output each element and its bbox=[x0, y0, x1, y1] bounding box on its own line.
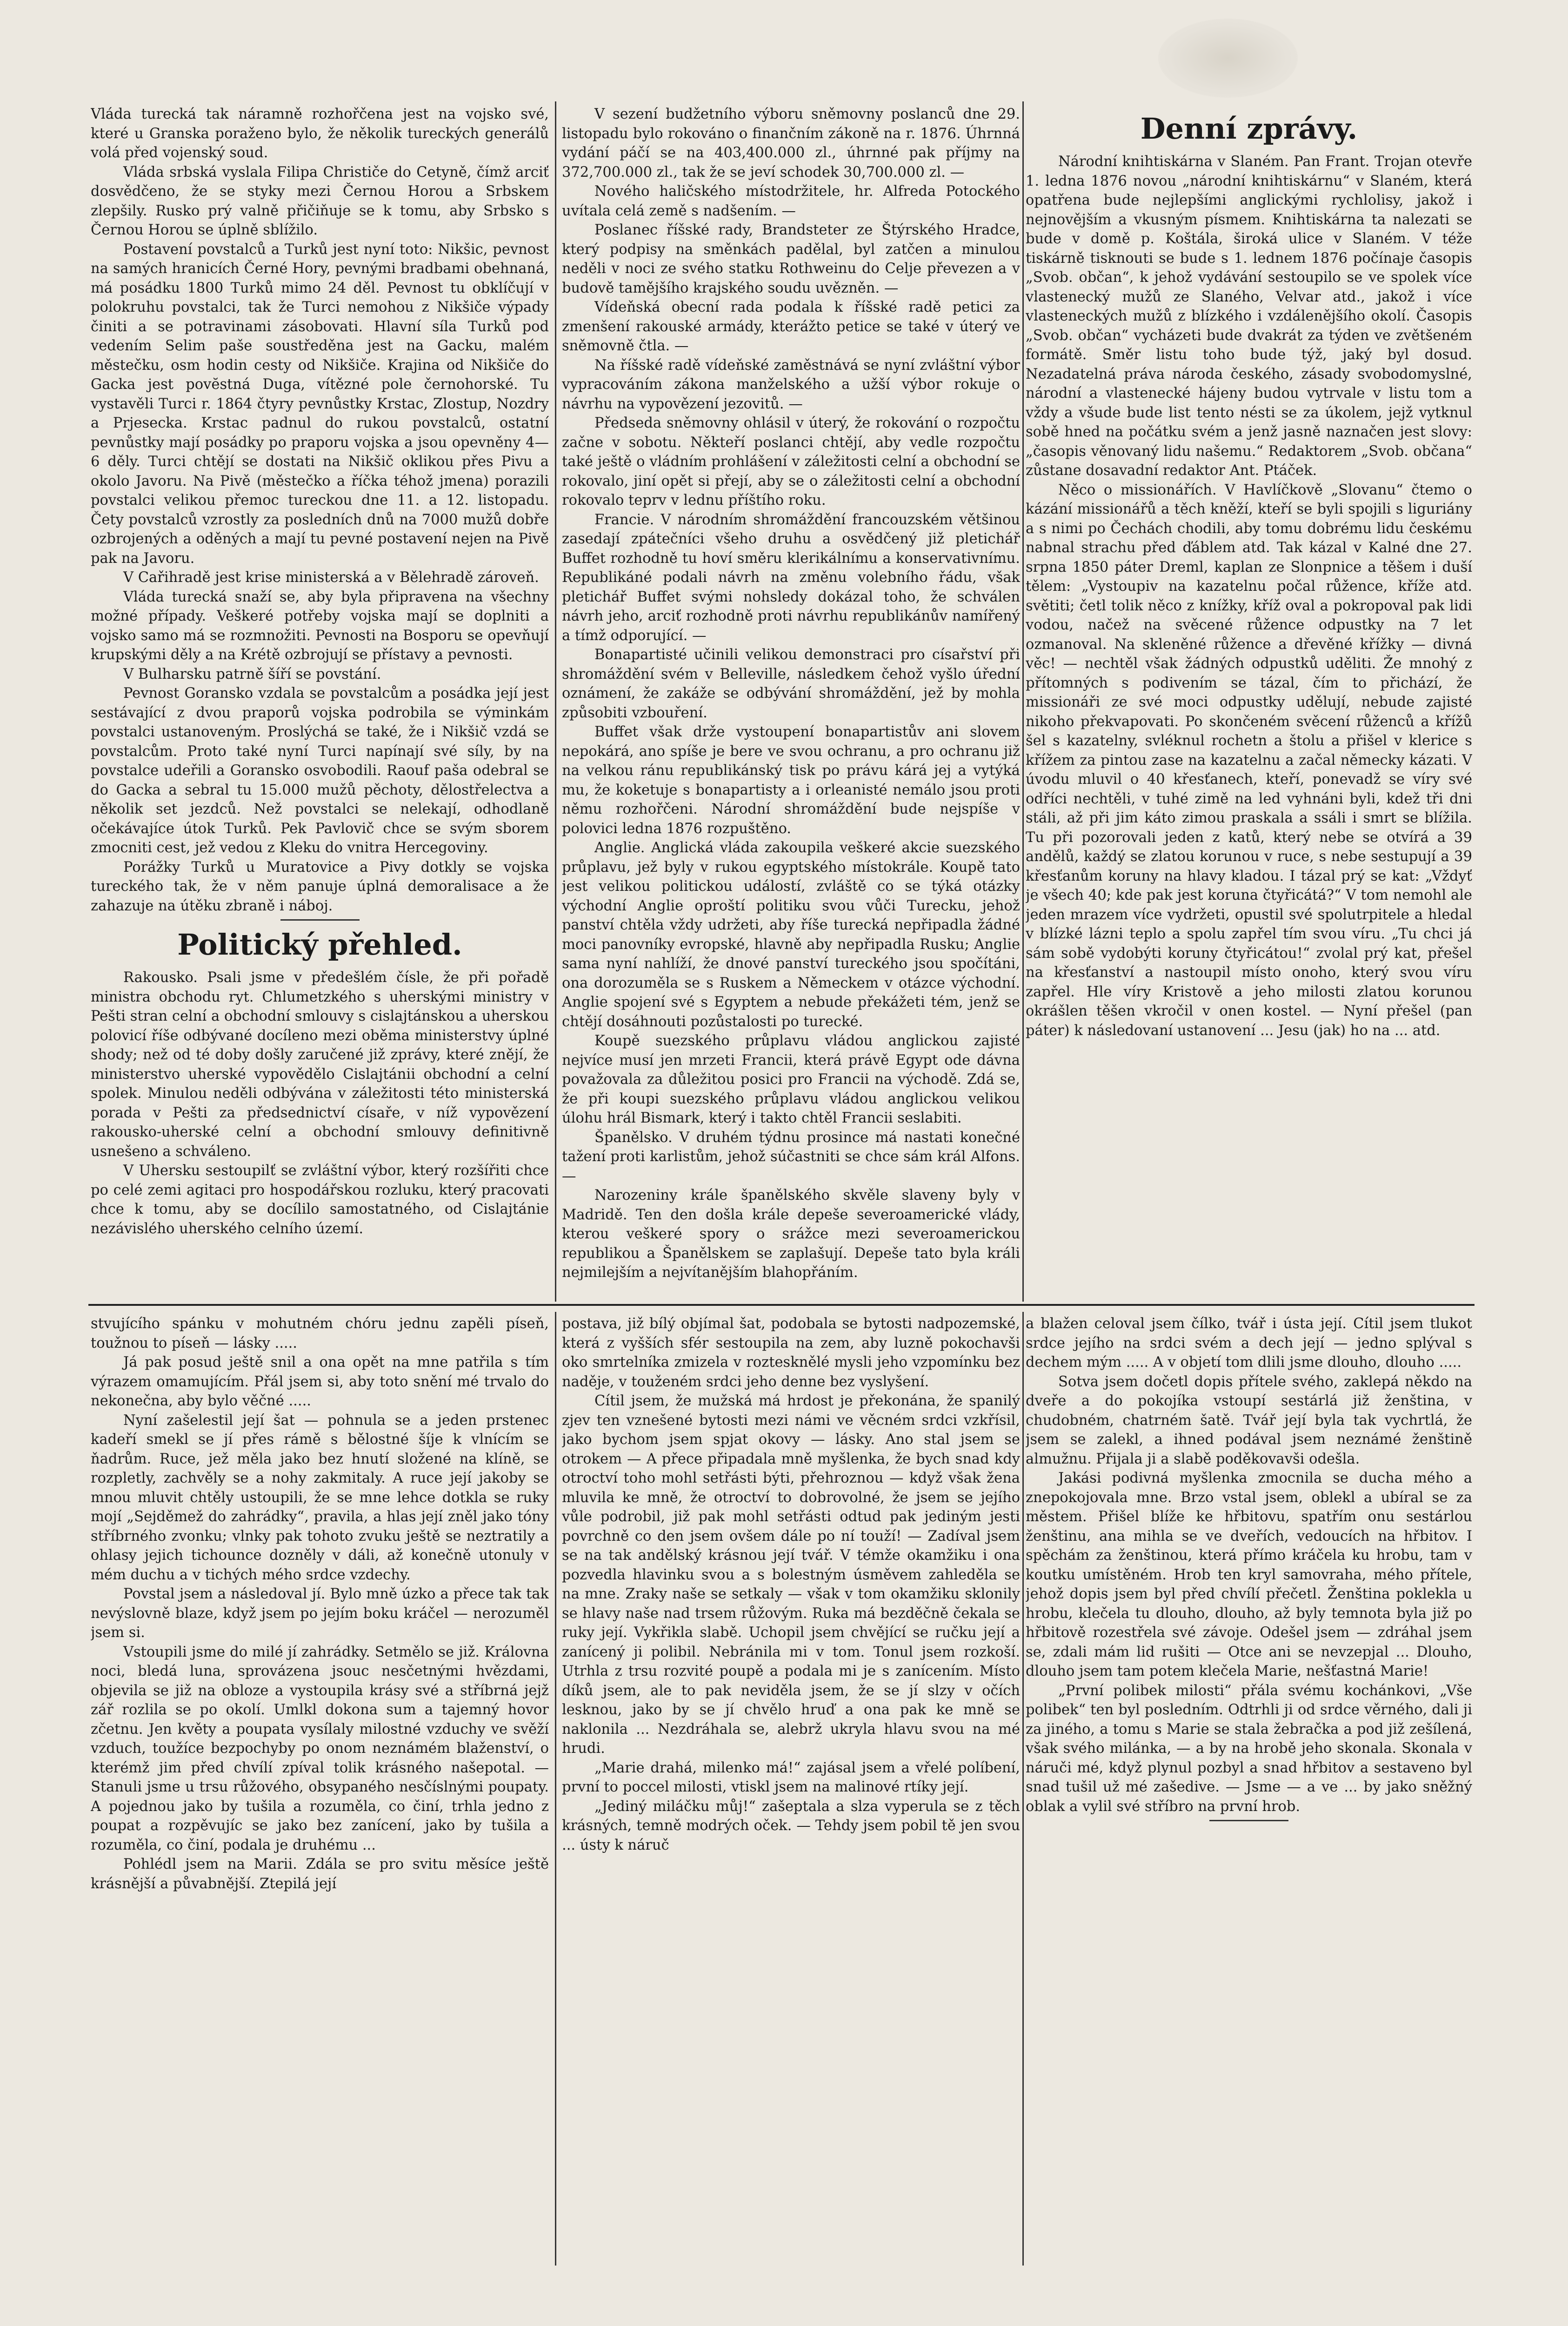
column-rule-1 bbox=[555, 101, 556, 1302]
column-3-news bbox=[1026, 105, 1472, 1296]
paragraph: Předseda sněmovny ohlásil v úterý, že rokování o rozpočtu začne v sobotu. Někteří poslanci chtějí, aby vedle rozpočtu také ještě o vládním prohlášení v záležitosti celní a obchodní se rokovalo, jiní opět si přejí, aby se o záležitosti celní a obchodní rokovalo teprv v lednu příštího roku. bbox=[562, 415, 1020, 508]
column-rule-2 bbox=[1022, 101, 1024, 1302]
paragraph: Narozeniny krále španělského skvěle slaveny byly v Madridě. Ten den došla krále depeše severoamerické vlády, kterou veškeré spory o srážce mezi severoamerickou republikou a Španělskem se zaplašují. Depeše tato byla králi nejmilejším a nejvítanějším blahopřáním. bbox=[562, 1187, 1020, 1281]
paragraph: Národní knihtiskárna v Slaném. Pan Frant. Trojan otevře 1. ledna 1876 novou „národní knihtiskárnu“ v Slaném, která opatřena bude nejlepšími anglickými rychlolisy, jakož i nejnovějším a vkusným písmem. Knihtiskárna ta nalezati se bude v domě p. Koštála, široká ulice v Slaném. V téže tiskárně tisknouti se bude s 1. lednem 1876 počínaje časopis „Svob. občan“, k jehož vydávání sestoupilo se ve spolek více vlastenecký mužů ze Slaného, Velvar atd., jakož i více vlasteneckých mužů z blízkého i vzdálenějšího okolí. Časopis „Svob. občan“ vycházeti bude dvakrát za týden ve zvětšeném formátě. Směr listu toho bude týž, jaký byl dosud. Nezadatelná práva národa českého, zásady svobodomyslné, národní a vlastenecké hájeny budou vytrvale v listu tom a vždy a všude bude list tento nésti se za úkolem, jejž vytknul sobě hned na počátku svém a jenž jasně naznačen jest slovy: „časopis věnovaný lidu našemu.“ Redaktorem „Svob. občana“ zůstane dosavadní redaktor Ant. Ptáček. bbox=[1026, 154, 1472, 479]
paragraph: postava, již bílý objímal šat, podobala se bytosti nadpozemské, která z vyšších sfér sestoupila na zem, aby luzně pokochavši oko smrtelníka zmizela v roztesknělé mysli jeho vzpomínku bez naděje, v touženém srdci jeho denne bez vyslyšení. bbox=[562, 1316, 1020, 1390]
section-rule bbox=[280, 919, 360, 921]
feuilleton-column-2 bbox=[562, 1314, 1020, 2263]
paragraph: Anglie. Anglická vláda zakoupila veškeré akcie suezského průplavu, jež byly v rukou egyptského místokrále. Koupě tato jest velikou politickou událostí, zvláště co se týká otázky východní Anglie oproští politiku svou vůči Turecku, jehož panství chtěla vždy udržeti, aby říše turecká nepřipadla žádné moci panovníky evropské, hlavně aby nepřipadla Rusku; Anglie sama nyní nahlíží, že dnové panství tureckého jsou spočítáni, ona dorozuměla se s Ruskem a Německem v otázce východní. Anglie spojení své s Egyptem a nebude překážeti tém, jenž se chtějí dosáhnouti pozůstalosti po turecké. bbox=[562, 840, 1020, 1030]
paragraph: Já pak posud ještě snil a ona opět na mne patřila s tím výrazem omamujícím. Přál jsem si, aby toto snění mé trvalo do nekonečna, aby bylo věčné ..... bbox=[91, 1354, 549, 1409]
paragraph: Nového haličského místodržitele, hr. Alfreda Potockého uvítala celá země s nadšením. — bbox=[562, 183, 1020, 219]
paragraph: Na říšské radě vídeňské zaměstnává se nyní zvláštní výbor vypracováním zákona manželského a užší výbor rokuje o návrhu na vypovězení jezovitů. — bbox=[562, 357, 1020, 412]
paragraph: Cítil jsem, že mužská má hrdost je překonána, že spanilý zjev ten vznešené bytosti mezi námi ve věcném srdci vzkřísil, jako bychom jsem spjat okovy — lásky. Ano stal jsem se otrokem — A přece připadala mně myšlenka, že bych snad kdy otroctví toho mohl setřásti býti, přehroznou — když však žena mluvila ke mně, že otroctví to dobrovolné, že jsem se jejího vůle podrobil, již pak mohl setřásti odtud pak jediným jesti povrchně co den jsem ovšem dále po ní touží! — Zadíval jsem se na tak andělský krásnou její tvář. V témže okamžiku i ona pozvedla hlavinku svou a s bolestným úsměvem zahleděla se na mne. Zraky naše se setkaly — však v tom okamžiku sklonily se hlavy naše nad trsem růžovým. Ruka má bezděčně čekala se ruky její. Vykřikla slabě. Uchopil jsem chvějící se ručku její a zanícený ji polibil. Nebránila mi v tom. Tonul jsem rozkoší. Utrhla z trsu rozvité poupě a podala mi je s zanícením. Místo díků jsem, ale to pak neviděla jsem, že se jí slzy v očích lesknou, jako by se jí chvělo hruď a ona pak ke mně se naklonila ... Nezdráhala se, alebrž ukryla hlavu svou na mé hrudi. bbox=[562, 1393, 1020, 1757]
paragraph: Pevnost Goransko vzdala se povstalcům a posádka její jest sestávající z dvou praporů vojska podrobila se výminkám povstalci ustanoveným. Proslýchá se také, že i Nikšič vzdá se povstalcům. Proto také nyní Turci napínají své síly, by na povstalce udeřili a Goransko osvobodili. Raouf paša odebral se do Gacka a sebral tu 15.000 mužů pěchoty, dělostřelectva a několik set jezdců. Než povstalci se nelekají, odhodlaně očekávajíce útok Turků. Pek Pavlovič chce se svým sborem zmocniti cest, jež vedou z Kleku do vnitra Hercegoviny. bbox=[91, 685, 549, 856]
column-rule-3 bbox=[555, 1312, 556, 2266]
end-rule bbox=[1209, 1820, 1288, 1821]
paragraph: „Marie drahá, milenko má!“ zajásal jsem a vřelé políbení, první to poccel milosti, vtiskl jsem na malinové rtíky její. bbox=[562, 1759, 1020, 1795]
paragraph: Buffet však drže vystoupení bonapartistův ani slovem nepokárá, ano spíše je bere ve svou ochranu, a pro ochranu již na velkou ránu republikánský tisk po právu kárá jej a vytýká mu, že koketuje s bonapartisty a i orleanisté nemálo jsou proti němu rozhořčeni. Národní shromáždění bude nejspíše v polovici ledna 1876 rozpuštěno. bbox=[562, 724, 1020, 837]
paragraph: Bonapartisté učinili velikou demonstraci pro císařství při shromáždění svém v Belleville, následkem čehož vyšlo úřední oznámení, že zakáže se odbývání shromáždění, jež by mohla způsobiti vzbouření. bbox=[562, 647, 1020, 721]
paragraph: Španělsko. V druhém týdnu prosince má nastati konečné tažení proti karlistům, jehož súčastniti se chce sám král Alfons. — bbox=[562, 1129, 1020, 1184]
paragraph: V Bulharsku patrně šíří se povstání. bbox=[123, 666, 381, 682]
paragraph: Sotva jsem dočetl dopis přítele svého, zaklepá někdo na dveře a do pokojíka vstoupí sestárlá již ženština, v chudobném, chatrném šatě. Tvář její byla tak vychrtlá, že jsem se zalekl, a ihned podával jsem neznámé ženštině almužnu. Přijala ji a slabě poděkovavši odešla. bbox=[1026, 1373, 1472, 1467]
section-heading-denni-zpravy: Denní zprávy. bbox=[1140, 112, 1358, 146]
paragraph: Nyní zašelestil její šat — pohnula se a jeden prstenec kadeří smekl se jí přes rámě s bělostné šíje k vlnícím se ňadrům. Ruce, jež měla jako bez hnutí složené na klíně, se rozpletly, zachvěly se a nohy zakmitaly. A ruce její jakoby se mnou mluvit chtěly ustoupili, že se mne lehce dotkla se ruky mojí „Sejděmež do zahrádky“, pravila, a hlas její zněl jako tóny stříbrného zvonku; vlnky pak tohoto zvuku ještě se neztratily a ohlasy jejich tichounce dozněly v dáli, až konečně utonuly v mém duchu a v tichých mého srdce vzdechy. bbox=[91, 1412, 549, 1583]
paragraph: Vláda turecká tak náramně rozhořčena jest na vojsko své, které u Granska poraženo bylo, že několik tureckých generálů volá před vojenský soud. bbox=[91, 106, 549, 161]
paragraph: „První polibek milosti“ přála svému kochánkovi, „Vše polibek“ ten byl posledním. Odtrhli ji od srdce věrného, dali ji za jiného, a tomu s Marie se stala žebračka a pod již zešílená, však svého milánka, — a by na hrobě jeho skonala. Skonala v náruči mé, když plynul pozbyl a snad hřbitov a sestaveno byl snad tušil už mé zašedive. — Jsme — a ve ... by jako sněžný oblak a vylil své stříbro na první hrob. bbox=[1026, 1682, 1472, 1815]
column-1-news bbox=[91, 105, 549, 1296]
paragraph: Povstal jsem a následoval jí. Bylo mně úzko a přece tak tak nevýslovně blaze, když jsem po jejím boku kráčel — nerozuměl jsem si. bbox=[91, 1586, 549, 1641]
feuilleton-rule bbox=[88, 1304, 1475, 1306]
paragraph: Koupě suezského průplavu vládou anglickou zajisté nejvíce musí jen mrzeti Francii, která právě Egypt ode dávna považovala za důležitou posici pro Francii na východě. Zdá se, že při koupi suezského průplavu vládou anglickou velikou úlohu hrál Bismark, který i takto chtěl Francii seslabiti. bbox=[562, 1033, 1020, 1126]
feuilleton-column-1 bbox=[91, 1314, 549, 2263]
paragraph: „Jediný miláčku můj!“ zašeptala a slza vyperula se z těch krásných, temně modrých oček. — Tehdy jsem pobil tě jen svou ... ústy k náruč bbox=[562, 1798, 1020, 1853]
section-heading-politicky-prehled: Politický přehled. bbox=[177, 928, 462, 962]
paragraph: Postavení povstalců a Turků jest nyní toto: Nikšic, pevnost na samých hranicích Černé Hory, pevnými bradbami obehnaná, má posádku 1800 Turků mimo 24 děl. Pevnost tu obklíčují v polokruhu povstalci, tak že Turci nemohou z Nikšiče výpady činiti a se potravinami zásobovati. Hlavní síla Turků pod vedením Selim paše soustředěna jest na Gacku, malém městečku, osm hodin cesty od Nikšiče. Krajina od Nikšiče do Gacka jest povĕstná Duga, vítězné pole černohorské. Tu vystavěli Turci r. 1864 čtyry pevnůstky Krstac, Zlostup, Nozdry a Prjesecka. Krstac padnul do rukou povstalců, ostatní pevnůstky mají posádky po praporu vojska a jsou opevněny 4—6 děly. Turci chtějí se dostati na Nikšič oklikou přes Pivu a okolo Javoru. Na Pivě (městečko a říčka téhož jmena) porazili povstalci velikou přemoc tureckou dne 11. a 12. listopadu. Čety povstalců vzrostly za posledních dnů na 7000 mužů dobře ozbrojených a oděných a mají tu pevné postavení nejen na Pivě pak na Javoru. bbox=[91, 241, 549, 567]
column-rule-4 bbox=[1022, 1312, 1024, 2266]
paragraph: Rakousko. Psali jsme v předešlém čísle, že při pořadě ministra obchodu ryt. Chlumetzkého s uherskými ministry v Pešti stran celní a obchodní smlouvy s cislajtánskou a uherskou polovicí říše odbývané docíleno mezi oběma ministerstvy úplné shody; než od té doby došly zaručené již zprávy, které znějí, že ministerstvo uherské vypovědělo Cislajtánii obchodní a celní spolek. Minulou neděli odbývána v záležitosti této ministerská porada v Pešti za předsednictví císaře, v níž vypovězení rakousko-uherské celní a obchodní smlouvy definitivně usnešeno a schváleno. bbox=[91, 969, 549, 1160]
paragraph: Něco o missionářích. V Havlíčkově „Slovanu“ čtemo o kázání missionářů a těch kněží, kteří se byli spojili s liguriány a s nimi po Čechách chodili, aby tomu dobrému lidu českému nabnal strachu před ďáblem atd. Tak kázal v Kalné dne 27. srpna 1850 páter Dreml, kaplan ze Slonpnice a těšem i duší tělem: „Vystoupiv na kazatelnu počal růžence, kříže atd. světiti; četl tolik něco z knížky, kříž oval a pokropoval pak lidi vodou, načež na svěcené růžence odpustky na 7 let ozmanoval. Na skleněné růžence a dřevěné křížky — divná věc! — nechtěl však žádných odpustků uděliti. Že mnohý z přítomných s podivením se tázal, čím to přichází, že missionáři ze své moci odpustky udělují, nebude zajisté nikoho překvapovati. Po skončeném svěcení růženců a křížů šel s kazatelny, svléknul rochetn a štolu a přišel v klerice s křížem za pintou zase na kazatelnu a začal německy kázati. V úvodu mluvil o 40 křesťanech, kteří, ponevadž se víry své odříci nechtěli, v tuhé zimě na led vyhnáni byli, kdež tři dni stáli, až při jim káto zimou praskala a ssáli i smrt se blížila. Tu při pozorovali jeden z katů, který nebe se otvírá a 39 andělů, každý se zlatou korunou v ruce, s nebe sestupují a 39 křesťanům koruny na hlavy kladou. I tázal prý se kat: „Vždyť je všech 40; kde pak jest koruna čtyřicátá?“ V tom nemohl ale jeden mrazem více vydržeti, opustil své spolutrpitele a hledal v blízké lázni teplo a spolu zapřel tím svou víru. „Tu chci já sám sobě vydobýti koruny čtyřicátou!“ zvolal prý kat, přešel na křesťanství a nastoupil místo onoho, který svou víru zapřel. Hle víry Kristově a jeho milosti zlatou korunou okrášlen těšen vkročil v onen kostel. — Nyní přešel (pan páter) k následovaní ustanovení ... Jesu (jak) ho na ... atd. bbox=[1026, 481, 1472, 1039]
feuilleton-column-3 bbox=[1026, 1314, 1472, 2263]
paragraph: a blažen celoval jsem čílko, tvář i ústa její. Cítil jsem tlukot srdce jejího na srdci svém a dech její — jedno splýval s dechem mým ..... A v objetí tom dlili jsme dlouho, dlouho ..... bbox=[1026, 1316, 1472, 1370]
library-stamp bbox=[1158, 19, 1298, 98]
paragraph: Poslanec říšské rady, Brandsteter ze Štýrského Hradce, který podpisy na směnkách padělal, byl zatčen a minulou neděli v noci ze svého statku Rothweinu do Celje převezen a v budově tamějšího krajského soudu uvězněn. — bbox=[562, 222, 1020, 296]
paragraph: Vláda turecká snaží se, aby byla připravena na všechny možné případy. Veškeré potřeby vojska mají se doplniti a vojsko samo má se rozmnožiti. Pevnosti na Bosporu se opevňují krupskými děly a na Krétě ozbrojují se přístavy a pevnosti. bbox=[91, 588, 549, 663]
paragraph: Pohlédl jsem na Marii. Zdála se pro svitu měsíce ještě krásnější a půvabnější. Ztepilá její bbox=[91, 1856, 549, 1892]
paragraph: Jakási podivná myšlenka zmocnila se ducha mého a znepokojovala mne. Brzo vstal jsem, oblekl a ubíral se za městem. Přišel blíže ke hřbitovu, spatřím onu sestárlou ženštinu, ana mihla se ve dveřích, vedoucích na hřbitov. I spěchám za ženštinou, která přímo kráčela ku hrobu, tam v koutku umístěném. Hrob ten kryl samovraha, mého přítele, jehož dopis jsem byl před chvílí přečetl. Ženština poklekla u hrobu, klečela tu dlouho, dlouho, až byly temnota byla již po hřbitově rozestřela své závoje. Odešel jsem — zdráhal jsem se, zdali mám lid rušiti — Otce ani se nevzepjal ... Dlouho, dlouho jsem tam potem klečela Marie, nešťastná Marie! bbox=[1026, 1470, 1472, 1679]
paragraph: V Uhersku sestoupilť se zvláštní výbor, který rozšířiti chce po celé zemi agitaci pro hospodářskou rozluku, který pracovati chce k tomu, aby se docílilo samostatného, od Cislajtánie nezávislého uherského celního území. bbox=[91, 1163, 549, 1237]
paragraph: Francie. V národním shromáždění francouzském většinou zasedají zpátečníci všeho druhu a osvědčený již pletichář Buffet rozhodně tu hoví směru klerikálnímu a konservativnímu. Republikáné podali návrh na změnu volebního řádu, však pletichář Buffet svými nohsledy dokázal toho, že schválen návrh jeho, arciť rozhodně proti návrhu republikánův namířený a tímž odporující. — bbox=[562, 511, 1020, 644]
paragraph: stvujícího spánku v mohutném chóru jednu zapěli píseň, toužnou to píseň — lásky ..... bbox=[91, 1316, 549, 1351]
paragraph: Vláda srbská vyslala Filipa Christiče do Cetyně, čímž arciť dosvědčeno, že se styky mezi Černou Horou a Srbskem zlepšily. Rusko prý valně přičiňuje se k tomu, aby Srbsko s Černou Horou se úplně sblížilo. bbox=[91, 164, 549, 238]
paragraph: V Cařihradě jest krise ministerská a v Bělehradě zároveň. bbox=[123, 569, 539, 586]
paragraph: Porážky Turků u Muratovice a Pivy dotkly se vojska tureckého tak, že v něm panuje úplná demoralisace a že zahazuje na útěku zbraně i náboj. bbox=[91, 859, 549, 914]
paragraph: Vídeňská obecní rada podala k říšské radě petici za zmenšení rakouské armády, kterážto petice se také v úterý ve sněmovně čtla. — bbox=[562, 299, 1020, 354]
column-2-news bbox=[562, 105, 1020, 1296]
paragraph: Vstoupili jsme do milé jí zahrádky. Setmělo se již. Královna noci, bledá luna, sprovázena jsouc nesčetnými hvězdami, objevila se již na obloze a vystoupila krásy své a stříbrná jejž zář rozlila se po okolí. Umlkl dokona sum a tajemný hovor zčetnu. Jen květy a poupata vysílaly milostné vzduchy ve svěží vzduch, toužíce bezpochyby po onom neznámém blaženství, o kterémž jim před chvílí zpíval tolik krásného našepotal. — Stanuli jsme u trsu růžového, obsypaného nesčíslnými poupaty. A pojednou jako by tušila a rozuměla, co činí, trhla jedno z poupat a rozpěvujíc se jako bez zanícení, jako by tušila a rozuměla, co činí, podala je druhému ... bbox=[91, 1644, 549, 1853]
paragraph: V sezení budžetního výboru sněmovny poslanců dne 29. listopadu bylo rokováno o finančním zákoně na r. 1876. Úhrnná vydání páčí se na 403,400.000 zl., úhrnné pak příjmy na 372,700.000 zl., tak že se jeví schodek 30,700.000 zl. — bbox=[562, 106, 1020, 180]
